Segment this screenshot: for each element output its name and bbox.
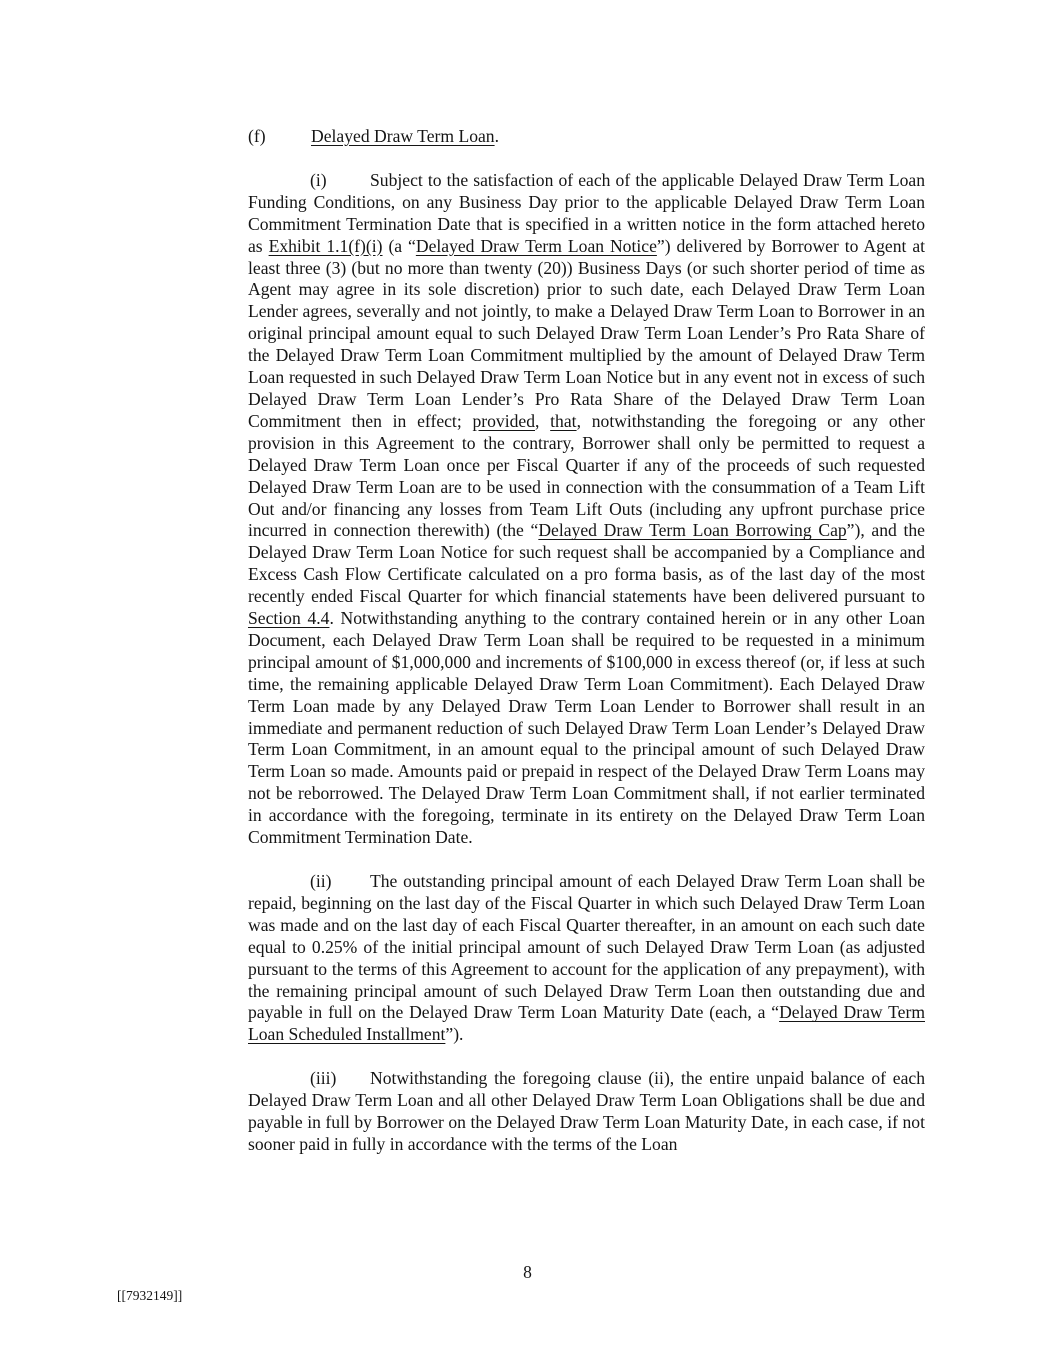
paragraph-ii-text: The outstanding principal amount of each Delayed Draw Term Loan shall be repaid, beginning on the last day of the Fiscal Quarter in which such Delayed Draw Term Loan was made and on the last day of each Fiscal Quarter thereafter, in an amount on each such date equal to 0.25% of the initial principal amount of such Delayed Draw Term Loan (as adjusted pursuant to the terms of this Agreement to account for the application of any prepayment), with the remaining principal amount of such Delayed Draw Term Loan then outstanding due and payable in full on the Delayed Draw Term Loan Maturity Date (each, a “Delayed Draw Term Loan Scheduled Installment”). (248, 871, 925, 1045)
paragraph-iii-text: Notwithstanding the foregoing clause (ii), the entire unpaid balance of each Delayed Draw Term Loan and all other Delayed Draw Term Loan Obligations shall be due and payable in full by Borrower on the Delayed Draw Term Loan Maturity Date, in each case, if not sooner paid in fully in accordance with the terms of the Loan (248, 1068, 925, 1154)
section-title-period: . (494, 126, 499, 146)
paragraph-iii (248, 1068, 925, 1156)
paragraph-i-text: Subject to the satisfaction of each of the applicable Delayed Draw Term Loan Funding Conditions, on any Business Day prior to the applicable Delayed Draw Term Loan Commitment Termination Date that is specified in a written notice in the form attached hereto as Exhibit 1.1(f)(i) (a “Delayed Draw Term Loan Notice”) delivered by Borrower to Agent at least three (3) (but no more than twenty (20)) Business Days (or such shorter period of time as Agent may agree in its sole discretion) prior to such date, each Delayed Draw Term Loan Lender agrees, severally and not jointly, to make a Delayed Draw Term Loan to Borrower in an original principal amount equal to such Delayed Draw Term Loan Lender’s Pro Rata Share of the Delayed Draw Term Loan Commitment multiplied by the amount of Delayed Draw Term Loan requested in such Delayed Draw Term Loan Notice but in any event not in excess of such Delayed Draw Term Loan Lender’s Pro Rata Share of the Delayed Draw Term Loan Commitment then in effect; provided, that, notwithstanding the foregoing or any other provision in this Agreement to the contrary, Borrower shall only be permitted to request a Delayed Draw Term Loan once per Fiscal Quarter if any of the proceeds of such requested Delayed Draw Term Loan are to be used in connection with the consummation of a Team Lift Out and/or financing any losses from Team Lift Outs (including any upfront purchase price incurred in connection therewith) (the “Delayed Draw Term Loan Borrowing Cap”), and the Delayed Draw Term Loan Notice for such request shall be accompanied by a Compliance and Excess Cash Flow Certificate calculated on a pro forma basis, as of the last day of the most recently ended Fiscal Quarter for which financial statements have been delivered pursuant to Section 4.4. Notwithstanding anything to the contrary contained herein or in any other Loan Document, each Delayed Draw Term Loan shall be required to be requested in a minimum principal amount of $1,000,000 and increments of $100,000 in excess thereof (or, if less at such time, the remaining applicable Delayed Draw Term Loan Commitment). Each Delayed Draw Term Loan made by any Delayed Draw Term Loan Lender to Borrower shall result in an immediate and permanent reduction of such Delayed Draw Term Loan Lender’s Delayed Draw Term Loan Commitment, in an amount equal to the principal amount of such Delayed Draw Term Loan so made. Amounts paid or prepaid in respect of the Delayed Draw Term Loans may not be reborrowed. The Delayed Draw Term Loan Commitment shall, if not earlier terminated in accordance with the foregoing, terminate in its entirety on the Delayed Draw Term Loan Commitment Termination Date. (248, 169, 926, 848)
paragraph-ii (248, 871, 925, 1046)
document-id-stamp: [[7932149]] (117, 1288, 183, 1303)
paragraph-ii-label: (ii) (310, 871, 332, 891)
page-number: 8 (523, 1262, 532, 1282)
paragraph-i (248, 170, 925, 849)
section-title: Delayed Draw Term Loan (311, 126, 495, 146)
section-heading (248, 126, 925, 148)
section-label: (f) (248, 126, 266, 146)
document-body (248, 126, 925, 1156)
paragraph-i-label: (i) (310, 169, 327, 190)
paragraph-iii-label: (iii) (310, 1068, 337, 1089)
